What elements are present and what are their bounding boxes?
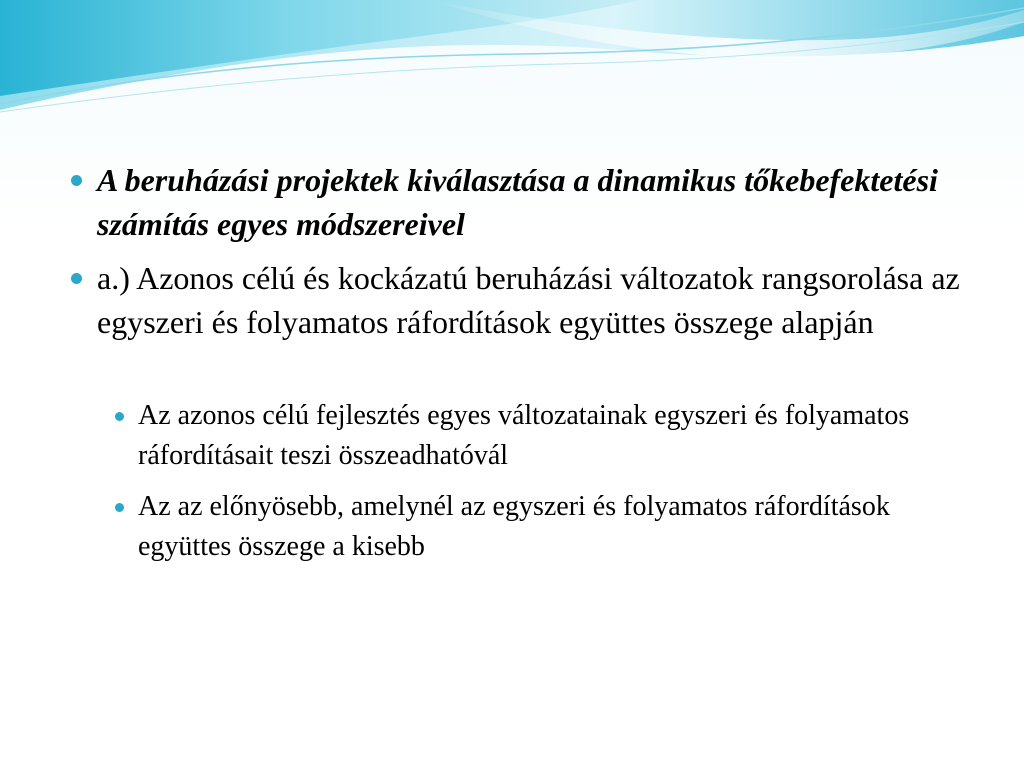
sub-bullet-text: Az azonos célú fejlesztés egyes változatainak egyszeri és folyamatos ráfordításait teszi összeadhatóvál xyxy=(138,400,910,471)
bullet-text: a.) Azonos célú és kockázatú beruházási változatok rangsorolása az egyszeri és folyamatos ráfordítások együttes összege alapján xyxy=(97,260,960,340)
sub-bullet-item-1 xyxy=(138,396,988,476)
bullet-dot-icon xyxy=(71,273,82,284)
sub-bullet-item-2 xyxy=(138,487,988,567)
bullet-text: A beruházási projektek kiválasztása a dinamikus tőkebefektetési számítás egyes módszereivel xyxy=(97,162,938,242)
bullet-item-a xyxy=(97,256,977,344)
bullet-item-title xyxy=(97,158,977,246)
sub-bullet-dot-icon xyxy=(115,412,124,421)
bullet-dot-icon xyxy=(71,175,82,186)
sub-bullet-text: Az az előnyösebb, amelynél az egyszeri és folyamatos ráfordítások együttes összege a kisebb xyxy=(138,491,890,562)
sub-bullet-dot-icon xyxy=(115,503,124,512)
